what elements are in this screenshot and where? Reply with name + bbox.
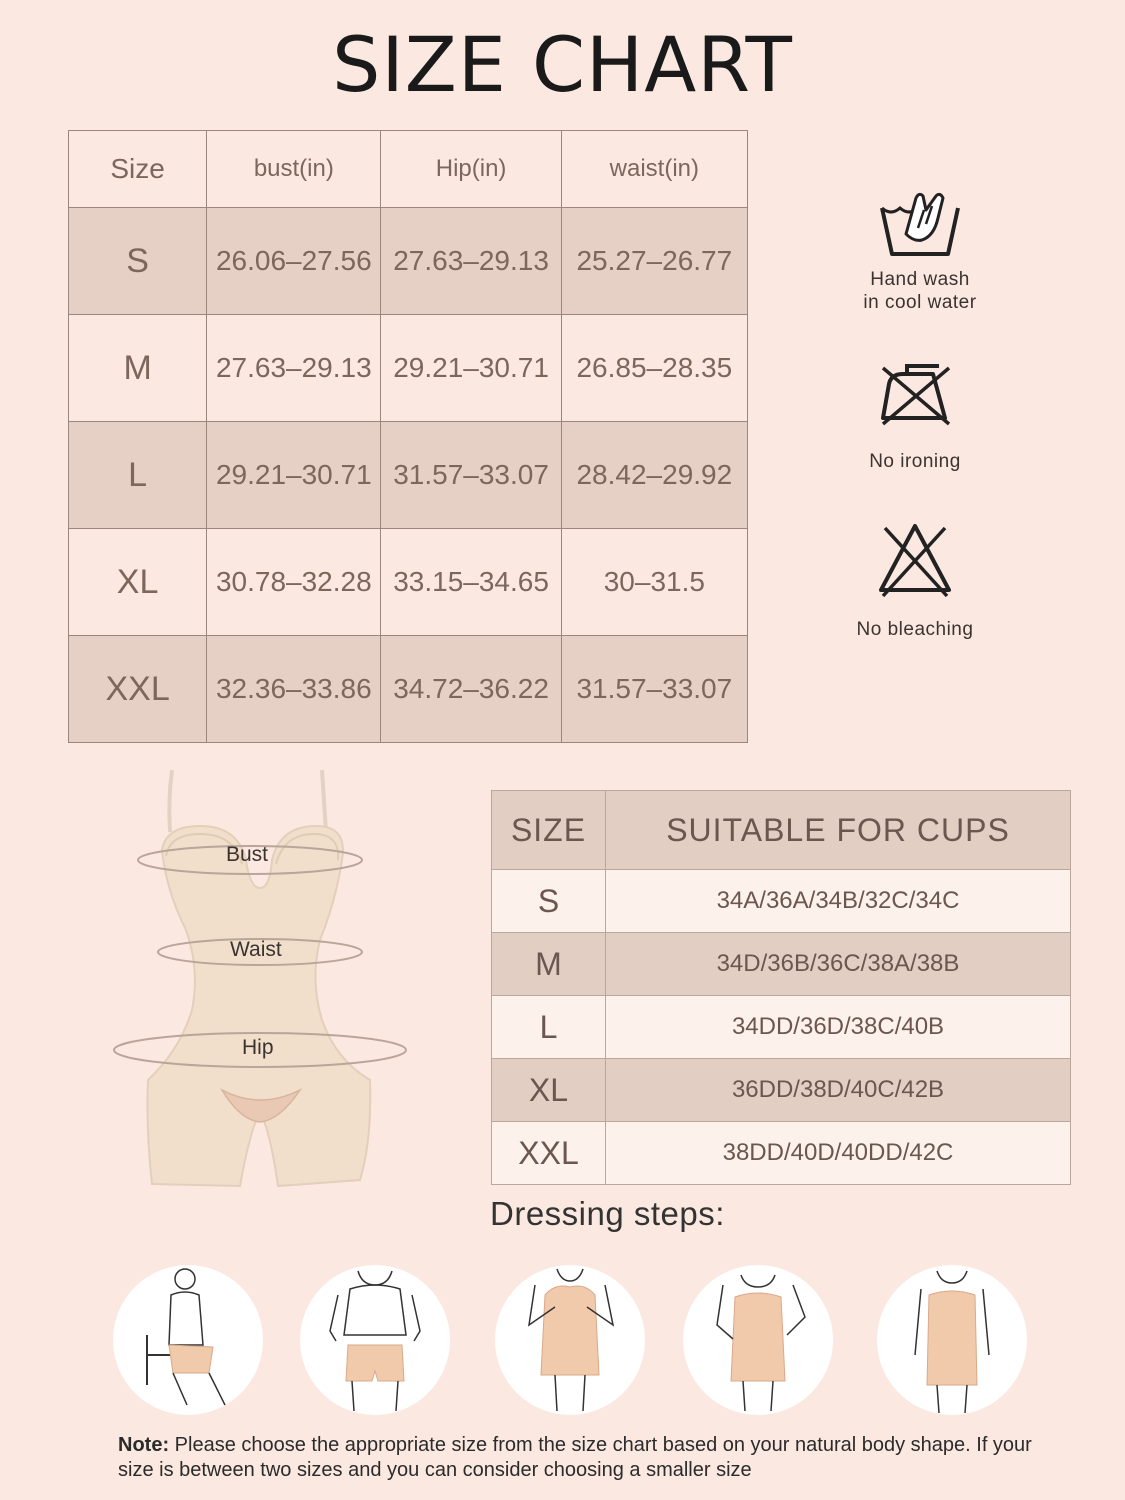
table-row — [492, 1059, 1071, 1122]
no-ironing-icon — [877, 362, 953, 428]
care-no-bleaching — [815, 520, 1015, 641]
no-bleaching-icon — [875, 520, 955, 598]
cup-header-size: SIZE — [492, 791, 606, 870]
row-bust: 26.06–27.56 — [207, 208, 381, 315]
cup-row-size: XXL — [492, 1122, 606, 1185]
garment-figure — [110, 760, 420, 1200]
row-hip: 34.72–36.22 — [381, 636, 561, 743]
care-hand-wash — [820, 190, 1020, 314]
table-row — [492, 933, 1071, 996]
dressing-step-2 — [300, 1265, 450, 1415]
row-waist: 31.57–33.07 — [561, 636, 747, 743]
dressing-step-4 — [683, 1265, 833, 1415]
dressing-step-5 — [877, 1265, 1027, 1415]
cup-row-size: L — [492, 996, 606, 1059]
step-straps-illustration — [683, 1265, 833, 1415]
table-row — [492, 996, 1071, 1059]
row-bust: 29.21–30.71 — [207, 422, 381, 529]
row-bust: 30.78–32.28 — [207, 529, 381, 636]
hip-label: Hip — [242, 1036, 274, 1059]
cup-row-cups: 36DD/38D/40C/42B — [606, 1059, 1071, 1122]
row-size: XL — [69, 529, 207, 636]
dressing-steps-title: Dressing steps: — [490, 1195, 725, 1232]
note-label: Note: — [118, 1434, 170, 1456]
row-hip: 27.63–29.13 — [381, 208, 561, 315]
row-hip: 33.15–34.65 — [381, 529, 561, 636]
hand-wash-icon — [878, 190, 962, 260]
row-hip: 31.57–33.07 — [381, 422, 561, 529]
header-hip: Hip(in) — [381, 131, 561, 208]
table-row — [492, 870, 1071, 933]
cup-row-cups: 34D/36B/36C/38A/38B — [606, 933, 1071, 996]
cup-row-cups: 38DD/40D/40DD/42C — [606, 1122, 1071, 1185]
row-hip: 29.21–30.71 — [381, 315, 561, 422]
cup-row-size: XL — [492, 1059, 606, 1122]
step-finished-illustration — [877, 1265, 1027, 1415]
header-waist: waist(in) — [561, 131, 747, 208]
row-size: L — [69, 422, 207, 529]
size-chart-table — [68, 130, 748, 743]
table-row — [492, 1122, 1071, 1185]
table-row — [69, 529, 748, 636]
bodysuit-illustration — [110, 760, 420, 1200]
size-table-header-row — [69, 131, 748, 208]
waist-label: Waist — [230, 938, 282, 961]
bust-label: Bust — [226, 843, 269, 866]
table-row — [69, 636, 748, 743]
hand-wash-label-1: Hand wash — [870, 269, 970, 290]
care-no-ironing — [815, 362, 1015, 473]
cup-table-header-row — [492, 791, 1071, 870]
row-size: S — [69, 208, 207, 315]
hand-wash-label-2: in cool water — [863, 292, 977, 313]
row-waist: 25.27–26.77 — [561, 208, 747, 315]
dressing-step-1 — [113, 1265, 263, 1415]
cup-size-table — [491, 790, 1071, 1185]
step-pull-up-illustration — [300, 1265, 450, 1415]
page-title: SIZE CHART — [332, 20, 793, 109]
step-adjust-cups-illustration — [495, 1265, 645, 1415]
row-bust: 27.63–29.13 — [207, 315, 381, 422]
table-row — [69, 422, 748, 529]
cup-header-cups: SUITABLE FOR CUPS — [606, 791, 1071, 870]
table-row — [69, 208, 748, 315]
no-ironing-label: No ironing — [869, 451, 961, 472]
row-size: M — [69, 315, 207, 422]
size-note — [118, 1433, 1058, 1483]
cup-row-size: M — [492, 933, 606, 996]
cup-row-size: S — [492, 870, 606, 933]
no-bleaching-label: No bleaching — [856, 619, 974, 640]
step-sitting-illustration — [113, 1265, 263, 1415]
row-bust: 32.36–33.86 — [207, 636, 381, 743]
row-size: XXL — [69, 636, 207, 743]
note-text: Please choose the appropriate size from the size chart based on your natural body shape. If your size is between two sizes and you can consider choosing a smaller size — [118, 1434, 1032, 1481]
row-waist: 26.85–28.35 — [561, 315, 747, 422]
table-row — [69, 315, 748, 422]
cup-row-cups: 34DD/36D/38C/40B — [606, 996, 1071, 1059]
header-bust: bust(in) — [207, 131, 381, 208]
header-size: Size — [69, 131, 207, 208]
row-waist: 30–31.5 — [561, 529, 747, 636]
row-waist: 28.42–29.92 — [561, 422, 747, 529]
cup-row-cups: 34A/36A/34B/32C/34C — [606, 870, 1071, 933]
dressing-step-3 — [495, 1265, 645, 1415]
